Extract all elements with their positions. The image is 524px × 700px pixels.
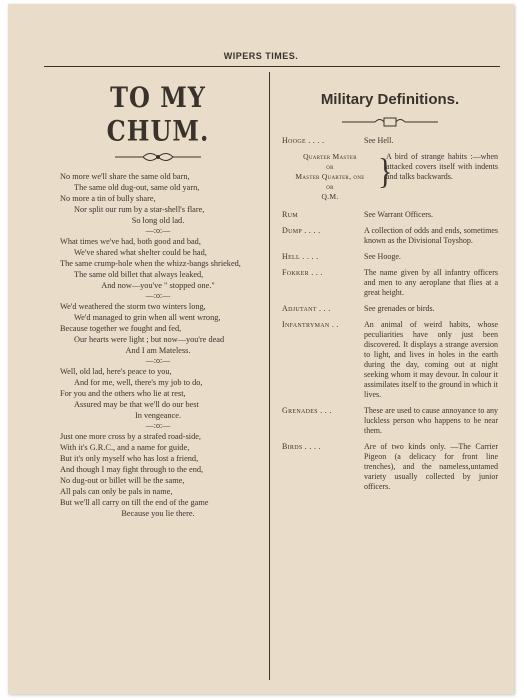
ornament-icon <box>340 116 440 128</box>
poem-line: Well, old lad, here's peace to you, <box>60 367 172 376</box>
definition-term: Hell . . . . <box>282 252 319 261</box>
definition-entry <box>282 268 498 298</box>
stanza-separator: —:o:— <box>145 421 171 430</box>
definition-term <box>282 152 378 202</box>
definition-entry <box>282 136 498 146</box>
definitions-list <box>282 136 498 492</box>
poem-line: So long old lad. <box>131 216 185 225</box>
definition-meaning: Are of two kinds only. —The Carrier Pigeon (a delicacy for front line trenches), and the nameless,untamed variety usually collected by junior officers. <box>364 442 498 491</box>
definition-entry <box>282 406 498 436</box>
poem-line: We'd managed to grin when all went wrong, <box>74 313 221 322</box>
poem-line: For you and the others who lie at rest, <box>60 389 186 398</box>
definition-term: Hooge . . . . <box>282 136 325 145</box>
poem-line: Our hearts were light ; but now—you're dead <box>74 335 225 344</box>
poem-line: No more a tin of bully share, <box>60 194 156 203</box>
poem-line: No more we'll share the same old barn, <box>60 172 190 181</box>
newspaper-page <box>8 4 514 694</box>
definition-entry <box>282 210 498 220</box>
definitions-column <box>282 79 498 498</box>
definition-entry <box>282 442 498 492</box>
definition-meaning: See Hooge. <box>364 252 401 261</box>
quarter-master-term-line: or <box>326 162 334 171</box>
running-head: WIPERS TIMES. <box>223 51 299 61</box>
poem-body <box>60 171 256 519</box>
column-divider <box>269 72 270 680</box>
poem-line: Because together we fought and fed, <box>60 324 182 333</box>
definition-meaning: See Hell. <box>364 136 394 145</box>
definition-term: Fokker . . . <box>282 268 323 277</box>
definition-meaning: The name given by all infantry officers and men to any aeroplane that flies at a great height. <box>364 268 498 297</box>
poem-column <box>60 79 256 519</box>
poem-line: All pals can only be pals in name, <box>60 487 173 496</box>
poem-line: The same old dug-out, same old yarn, <box>74 183 200 192</box>
poem-line: The same old billet that always leaked, <box>74 270 204 279</box>
poem-line: But we'll all carry on till the end of the game <box>60 498 209 507</box>
quarter-master-term-line: or <box>326 182 334 191</box>
definition-entry <box>282 320 498 400</box>
definition-entry <box>282 252 498 262</box>
poem-line: And I am Mateless. <box>125 346 191 355</box>
stanza-separator: —:o:— <box>145 356 171 365</box>
definition-entry-quarter-master <box>282 152 498 202</box>
definition-meaning: See grenades or birds. <box>364 304 435 313</box>
poem-line: Assured may be that we'll do our best <box>74 400 199 409</box>
poem-line: We've shared what shelter could be had, <box>74 248 207 257</box>
definition-term: Rum <box>282 210 298 219</box>
definition-term: Infantryman . . <box>282 320 339 329</box>
definition-meaning: A collection of odds and ends, sometimes known as the Divisional Toyshop. <box>364 226 498 245</box>
definition-meaning: A bird of strange habits :—when attacked covers itself with indents and talks backwards. <box>386 152 498 181</box>
quarter-master-term-line: Q.M. <box>321 192 339 201</box>
poem-line: In vengeance. <box>134 411 182 420</box>
poem-line: The same crump-hole when the whizz-bangs shrieked, <box>60 259 241 268</box>
poem-line: Just one more cross by a strafed road-side, <box>60 432 202 441</box>
definition-meaning: These are used to cause annoyance to any luckless person who happens to be near them. <box>364 406 498 435</box>
stanza-separator: —:o:— <box>145 226 171 235</box>
poem-line: With it's G.R.C., and a name for guide, <box>60 443 190 452</box>
poem-line: What times we've had, both good and bad, <box>60 237 201 246</box>
definition-entry <box>282 226 498 246</box>
definitions-title: Military Definitions. <box>320 91 460 108</box>
definition-term: Dump . . . . <box>282 226 321 235</box>
definition-term: Grenades . . . <box>282 406 332 415</box>
brace-icon: } <box>378 151 393 192</box>
definition-term: Adjutant . . . <box>282 304 331 313</box>
poem-line: But it's only myself who has lost a friend, <box>60 454 199 463</box>
ornament-icon <box>113 151 203 163</box>
quarter-master-term-line: Master Quarter, one <box>295 172 365 181</box>
poem-line: And though I may fight through to the end, <box>60 465 204 474</box>
definition-meaning: An animal of weird habits, whose peculiarities have only just been discovered. It displays a strange aversion to light, and lives in holes in the earth during the day, coming out at night seeking whom it may devour. In colour it assimilates itself to the ground in which it lives. <box>364 320 498 399</box>
quarter-master-term-line: Quarter Master <box>303 152 357 161</box>
definition-entry <box>282 304 498 314</box>
definition-term: Birds . . . . <box>282 442 321 451</box>
poem-line: No dug-out or billet will be the same, <box>60 476 185 485</box>
poem-title: TO MY CHUM. <box>106 80 210 148</box>
poem-line: And now—you've " stopped one." <box>101 281 215 290</box>
definition-meaning: See Warrant Officers. <box>364 210 434 219</box>
stanza-separator: —:o:— <box>145 291 171 300</box>
poem-line: We'd weathered the storm two winters long, <box>60 302 206 311</box>
poem-line: Nor split our rum by a star-shell's flare, <box>74 205 205 214</box>
poem-line: Because you lie there. <box>121 509 195 518</box>
poem-line: And for me, well, there's my job to do, <box>74 378 203 387</box>
top-rule <box>44 66 500 67</box>
